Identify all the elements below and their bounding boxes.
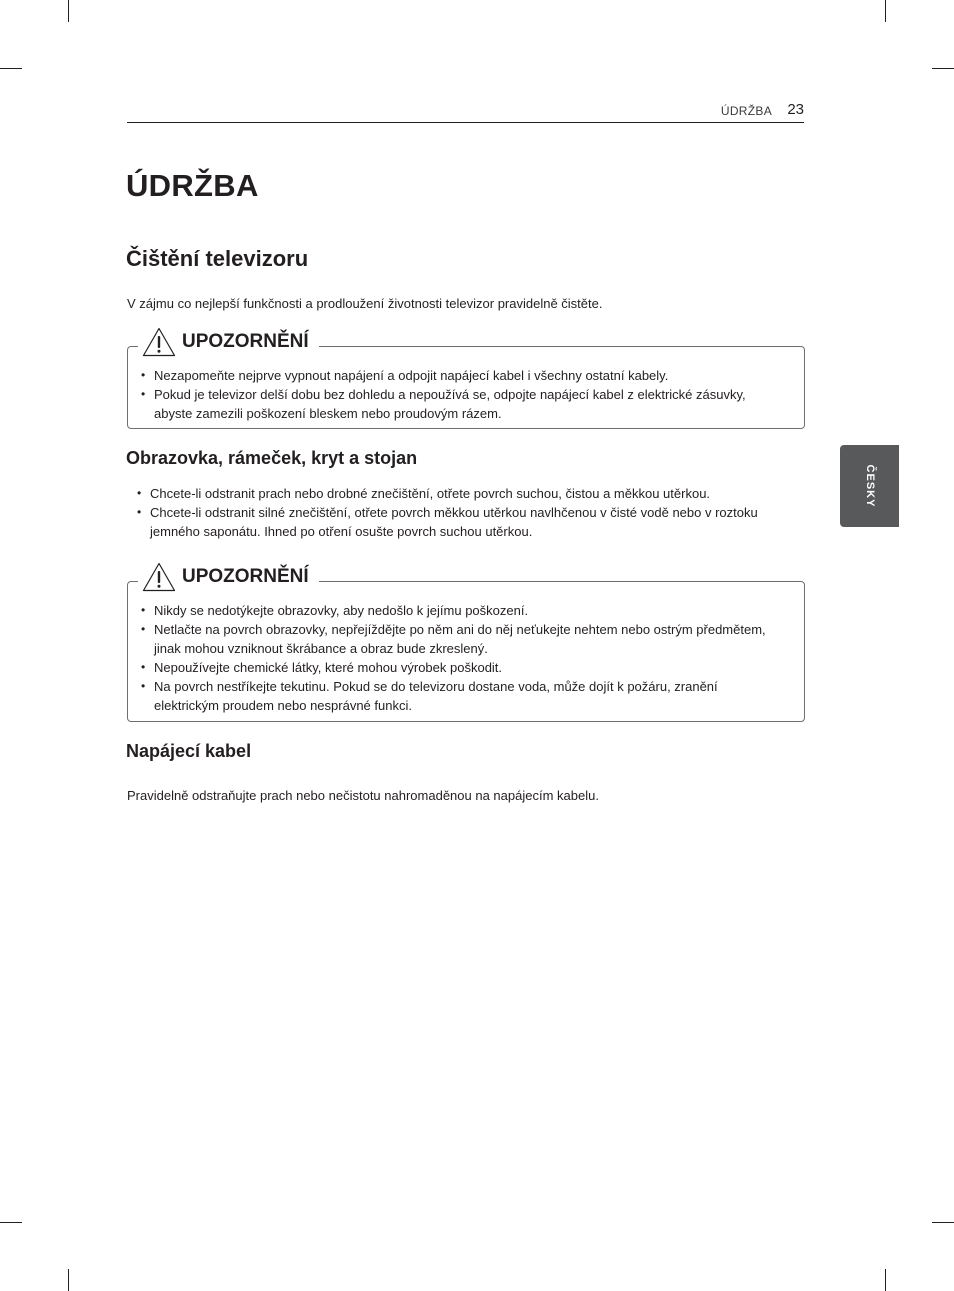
list-item: • Netlačte na povrch obrazovky, nepřejíždějte po něm ani do něj neťukejte nehtem nebo ostrým předmětem, jinak mohou vzniknout škrábance a obraz bude zkreslený.	[140, 620, 784, 658]
caution-header	[138, 325, 319, 359]
caution-list	[140, 366, 784, 423]
running-header	[127, 100, 804, 123]
power-cable-text: Pravidelně odstraňujte prach nebo nečistotu nahromaděnou na napájecím kabelu.	[127, 788, 599, 803]
page-title: ÚDRŽBA	[126, 168, 259, 203]
caution-box	[127, 566, 805, 722]
warning-triangle-icon	[142, 562, 176, 592]
language-tab	[840, 445, 899, 527]
running-title: ÚDRŽBA	[720, 104, 772, 118]
language-tab-label: ČESKY	[863, 464, 876, 508]
crop-mark	[885, 1269, 886, 1291]
page-number: 23	[787, 101, 804, 118]
crop-mark	[932, 1222, 954, 1223]
screen-cleaning-list	[136, 484, 776, 541]
caution-list	[140, 601, 784, 715]
list-item: • Na povrch nestříkejte tekutinu. Pokud se do televizoru dostane voda, může dojít k požáru, zranění elektrickým proudem nebo nesprávné funkci.	[140, 677, 784, 715]
caution-header	[138, 560, 319, 594]
list-item: • Nikdy se nedotýkejte obrazovky, aby nedošlo k jejímu poškození.	[140, 601, 784, 620]
warning-triangle-icon	[142, 327, 176, 357]
caution-box	[127, 331, 805, 429]
section-title: Čištění televizoru	[126, 246, 309, 271]
subsection-title-power-cable: Napájecí kabel	[126, 741, 252, 761]
list-item: • Chcete-li odstranit prach nebo drobné znečištění, otřete povrch suchou, čistou a měkkou utěrkou.	[136, 484, 776, 503]
caution-label: UPOZORNĚNÍ	[182, 566, 309, 587]
crop-mark	[68, 1269, 69, 1291]
caution-label: UPOZORNĚNÍ	[182, 331, 309, 352]
list-item: • Nezapomeňte nejprve vypnout napájení a odpojit napájecí kabel i všechny ostatní kabely.	[140, 366, 784, 385]
list-item: • Pokud je televizor delší dobu bez dohledu a nepoužívá se, odpojte napájecí kabel z elektrické zásuvky, abyste zamezili poškození bleskem nebo proudovým rázem.	[140, 385, 784, 423]
crop-mark	[932, 68, 954, 69]
crop-mark	[0, 68, 22, 69]
section-intro: V zájmu co nejlepší funkčnosti a prodloužení životnosti televizor pravidelně čistěte.	[127, 296, 603, 311]
list-item: • Chcete-li odstranit silné znečištění, otřete povrch měkkou utěrkou navlhčenou v čisté vodě nebo v roztoku jemného saponátu. Ihned po otření osušte povrch suchou utěrkou.	[136, 503, 776, 541]
crop-mark	[68, 0, 69, 22]
crop-mark	[885, 0, 886, 22]
list-item: • Nepoužívejte chemické látky, které mohou výrobek poškodit.	[140, 658, 784, 677]
crop-mark	[0, 1222, 22, 1223]
subsection-title-screen: Obrazovka, rámeček, kryt a stojan	[126, 448, 418, 468]
